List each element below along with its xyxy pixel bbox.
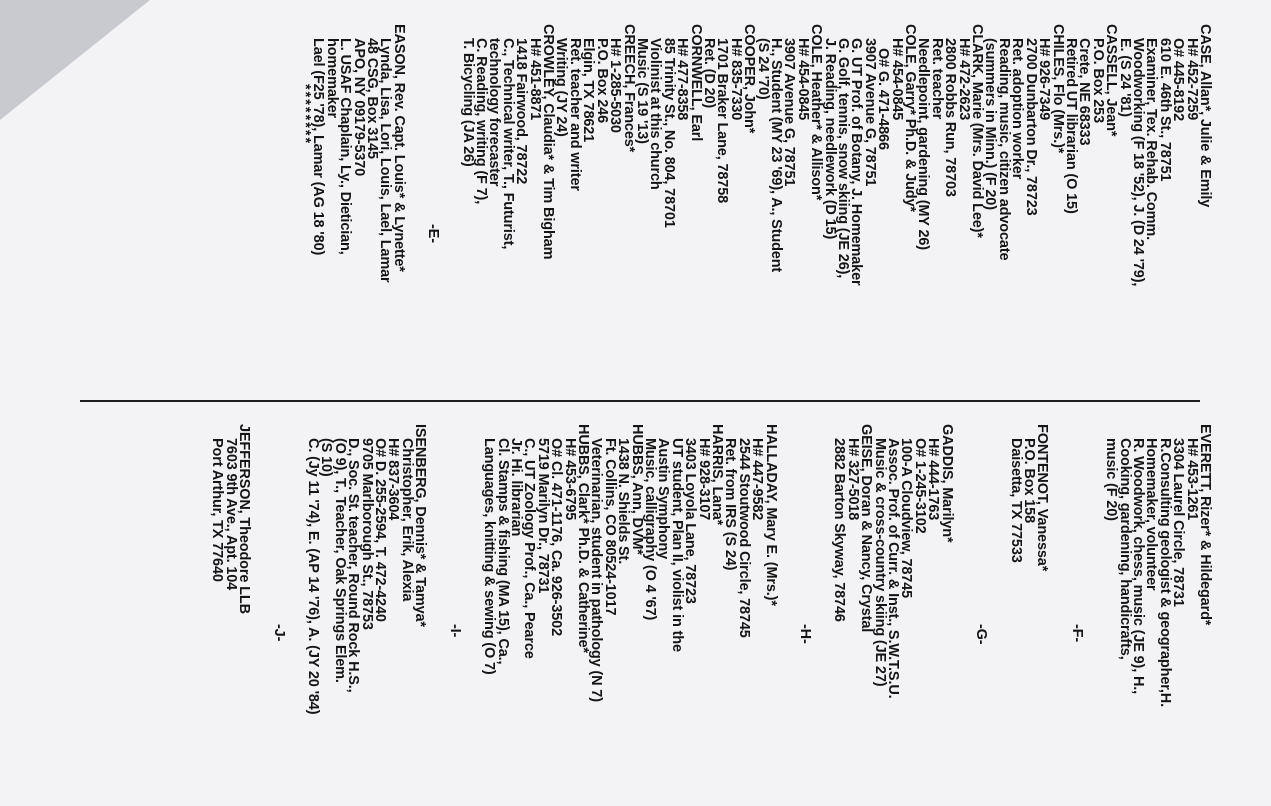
directory-entry-detail: 2882 Barton Skyway, 78746 [831,438,848,622]
directory-entry-detail: 2544 Stoutwood Circle, 78745 [735,438,752,638]
directory-entry-detail: H# 444-1763 [925,438,942,521]
directory-entry-detail: Ft. Collins, CO 80524-1017 [601,438,618,616]
directory-entry-detail: H# 452-7259 [1183,38,1200,121]
directory-entry-name: COOPER, John* [741,24,758,134]
directory-entry-detail: 9705 Marlborough St., 78753 [358,438,375,630]
directory-entry-detail: Ret. from IRS (S 24) [722,438,739,571]
end-of-section-asterisks: ******** [297,84,313,146]
directory-entry-name: FONTENOT, Vanessa* [1034,424,1051,572]
directory-entry-detail: T. Bicycling (JA 26) [459,38,476,167]
directory-entry-detail: O# 445-8192 [1170,38,1187,121]
directory-entry-detail: H# 453-6795 [561,438,578,521]
directory-entry-detail: 3304 Laurel Circle, 78731 [1170,438,1187,607]
section-letter-heading: -F- [1068,624,1085,643]
directory-entry-detail: Lynda, Lisa, Lori, Louis, Lael, Lamar [377,38,394,283]
directory-entry-detail: P.O. Box 246 [593,38,610,123]
directory-entry-detail: 3403 Loyola Lane, 78723 [682,438,699,604]
directory-entry-detail: (S 10) [318,438,335,477]
section-letter-heading: -G- [973,624,990,645]
directory-entry-detail: H# 837-3604 [385,438,402,521]
directory-entry-detail: Writing (JY 24) [553,38,570,137]
spacer [1048,424,1061,806]
directory-entry-detail: Woodworking (F 18 '52), J. (D 24 '79), [1129,38,1146,287]
directory-entry-detail: P.O. Box 158 [1020,438,1037,523]
spacer [250,424,263,806]
directory-entry-name: EVERETT, Rizer* & Hildegard* [1197,424,1213,626]
section-letter-heading: -H- [797,624,814,644]
directory-entry-detail: 85 Trinity St., No. 804, 78701 [660,38,677,228]
directory-entry-detail: H# 327-5018 [844,438,861,521]
directory-entry-name: CASSELL, Jean* [1103,24,1120,137]
spacer [426,424,439,806]
rotated-directory-page [31,24,1211,784]
directory-entry-detail: H# 453-1261 [1183,438,1200,521]
directory-entry-detail: C., UT Zoology Prof., Ca., Pearce [521,438,538,659]
directory-entry-detail: R. Woodwork, chess, music (JE 9), H., [1129,438,1146,695]
directory-entry-detail: music (F 20) [1103,438,1120,521]
directory-entry-detail: H# 1-285-5030 [607,38,624,133]
directory-entry-detail: C., Technical writer, T., Futurist, [499,38,516,250]
directory-entry-detail: Cl. Stamps & fishing (MA 15), Ca., [494,438,511,665]
directory-entry-name: CHILES, Flo (Mrs.)* [1049,24,1066,154]
spacer [995,424,1008,806]
directory-entry-detail: Homemaker, volunteer [1143,438,1160,591]
directory-entry-detail: H# 454-0845 [794,38,811,121]
directory-entry-detail: Music, calligraphy (O 4 '67) [642,438,658,621]
directory-entry-name: JEFFERSON, Theodore LLB [236,424,253,614]
directory-entry-detail: Music (S 19 '13) [633,38,650,144]
directory-entry-detail: H., Student (MY 23 '69), A., Student [768,38,784,273]
directory-entry-name: CORNWELL, Earl [687,24,704,142]
directory-entry-name: COLE, Garry* Ph.D. & Judy* [902,24,919,212]
directory-entry-detail: 1438 N. Shields St. [615,438,632,565]
directory-entry-detail: 2800 Robbs Run, 78703 [942,38,959,197]
directory-entry-detail: Needlepoint, gardening (MY 26) [915,38,932,250]
directory-entry-name: GADDIS, Marilyn* [938,424,955,543]
directory-entry-name: EASON, Rev. Capt. Louis* & Lynette* [390,24,407,272]
directory-entry-name: GEISE, Doran & Nancy, Crystal [858,424,875,633]
directory-entry-detail: 7603 9th Ave., Apt. 104 [222,438,239,591]
directory-entry-detail: Retired UT librarian (O 15) [1062,38,1079,214]
directory-entry-detail: Violinist at this church [647,38,664,190]
directory-entry-detail: G. UT Prof. of Botany, J. Homemaker [848,38,865,286]
directory-entry-detail: Christopher, Erik, Alexia [398,438,415,602]
directory-entry-name: COLE, Heather* & Allison* [808,24,825,201]
directory-entry-detail: Examiner, Tex. Rehab. Comm. [1143,38,1160,240]
directory-entry-detail: O# D. 255-2594, T. 472-4240 [372,438,389,622]
directory-entry-detail: Daisetta, TX 77533 [1007,438,1024,563]
directory-entry-detail: technology forecaster [486,38,503,187]
directory-entry-detail: L. USAF Chaplain, Ly., Dietician, [337,38,354,255]
directory-entry-detail: Crete, NE 68333 [1076,38,1093,146]
directory-entry-detail: H# 472-2623 [955,38,972,121]
directory-entry-detail: E. (S 24 '81) [1116,38,1133,117]
directory-entry-detail: G. Golf, tennis, snow skiing (JE 26), [835,38,852,279]
directory-entry-detail: Ret. (D 20) [700,38,717,109]
directory-entry-detail: 3907 Avenue G, 78751 [861,38,878,187]
directory-entry-name: CREECH, Frances* [620,24,637,153]
directory-entry-detail: Ret. teacher and writer [566,38,583,191]
directory-entry-detail: Veterinarian, student in pathology (N 7) [588,438,605,702]
directory-entry-detail: Languages, knitting & sewing (O 7) [481,438,498,675]
directory-entry-detail: J. Reading, needlework (D 15) [821,38,838,240]
directory-entry-detail: H# 451-8871 [526,38,543,121]
directory-entry-name: CLARK, Marie (Mrs. David Lee)* [969,24,986,238]
directory-entry-detail: homemaker [323,38,340,119]
spacer [819,424,832,806]
directory-entry-detail: Jr. Hi. librarian [507,438,524,537]
directory-entry-detail: Lael (F25 '78), Lamar (AG 18 '80) [310,38,327,256]
directory-entry-detail: 610 E. 46th St., 78751 [1156,38,1173,182]
section-letter-heading: -J- [270,624,287,642]
directory-entry-detail: C. (Jy 11 '74), E. (AP 14 '76), A. (JY 20 '84) [305,438,322,715]
directory-entry-detail: R.Consulting geologist & geographer,H. [1156,438,1173,708]
spacer [293,424,306,806]
directory-entry-detail: O# G. 471-4866 [875,48,892,150]
directory-entry-name: HARRIS, Lana* [709,424,726,526]
directory-entry-detail: 1418 Fairwood, 78722 [513,38,530,185]
directory-entry-name: CROWLEY, Claudia* & Tim Bigham [540,24,557,260]
directory-entry-name: CASE, Allan*, Julie & Emily [1197,24,1213,208]
directory-entry-detail: H# 447-9582 [749,438,766,521]
directory-entry-detail: 3907 Avenue G, 78751 [781,38,798,187]
directory-entry-detail: 100-A Cloudview, 78745 [898,438,915,599]
directory-entry-detail: P.O. Box 253 [1089,38,1106,123]
directory-entry-detail: UT student, Plan II, violist in the [668,438,685,652]
directory-entry-detail: 5719 Marilyn Dr., 78731 [534,438,551,594]
directory-entry-detail: (O 9), T., Teacher, Oak Springs Elem. [331,438,348,683]
directory-entry-detail: Port Arthur, TX 77640 [209,438,226,582]
directory-entry-detail: Ret. teacher [928,38,945,120]
section-letter-heading: -I- [446,624,463,638]
column-divider-rule [80,400,1200,402]
directory-entry-detail: H# 454-0845 [888,38,905,121]
directory-entry-detail: H# 926-7349 [1036,38,1053,121]
directory-entry-detail: O# 1-245-3102 [911,438,928,534]
directory-entry-detail: Music & cross-country skiing (JE 27) [871,438,888,687]
directory-entry-detail: H# 477-8358 [674,38,691,121]
directory-entry-detail: 48 CSG, Box 3145 [364,38,381,159]
directory-entry-name: HUBBS, Ann, DVM* [628,424,645,555]
directory-column-right [210,424,1211,806]
directory-entry-name: ISENBERG, Dennis* & Tamya* [412,424,429,627]
directory-entry-detail: D., Soc. St. teacher, Round Rock H.S., [345,438,362,693]
directory-entry-detail: (summers in Minn.) (F 20) [982,38,999,210]
directory-entry-detail: (S 24 '70) [754,38,771,100]
directory-entry-detail: 1701 Braker Lane, 78758 [714,38,731,204]
directory-entry-detail: Assoc. Prof. of Curr. & Inst., S.W.T.S.U. [885,438,902,699]
directory-entry-detail: Austin Symphony [655,438,672,560]
directory-entry-detail: Reading, music, citizen advocate [995,38,1012,261]
directory-entry-detail: Ret. adoption worker [1009,38,1026,180]
spacer [1091,424,1104,806]
directory-entry-detail: C. Reading, writing (F 7), [473,38,490,205]
directory-entry-detail: O# Cl. 471-1176, Ca. 926-3502 [548,438,565,636]
directory-entry-detail: Cooking, gardening, handicrafts, [1116,438,1133,660]
section-letter-heading: -E- [425,224,442,243]
directory-entry-detail: H# 928-3107 [695,438,712,521]
directory-entry-detail: APO, NY 09179-5370 [350,38,367,177]
directory-entry-detail: H# 835-7330 [727,38,744,121]
directory-entry-name: HALLADAY, Mary E. (Mrs.)* [762,424,779,606]
directory-entry-detail: 2700 Dunbarton Dr., 78723 [1022,38,1039,216]
directory-entry-name: HUBBS, Clark* Ph.D. & Catherine* [574,424,591,653]
directory-entry-detail: Elgin, TX 78621 [580,38,597,143]
spacer [469,424,482,806]
